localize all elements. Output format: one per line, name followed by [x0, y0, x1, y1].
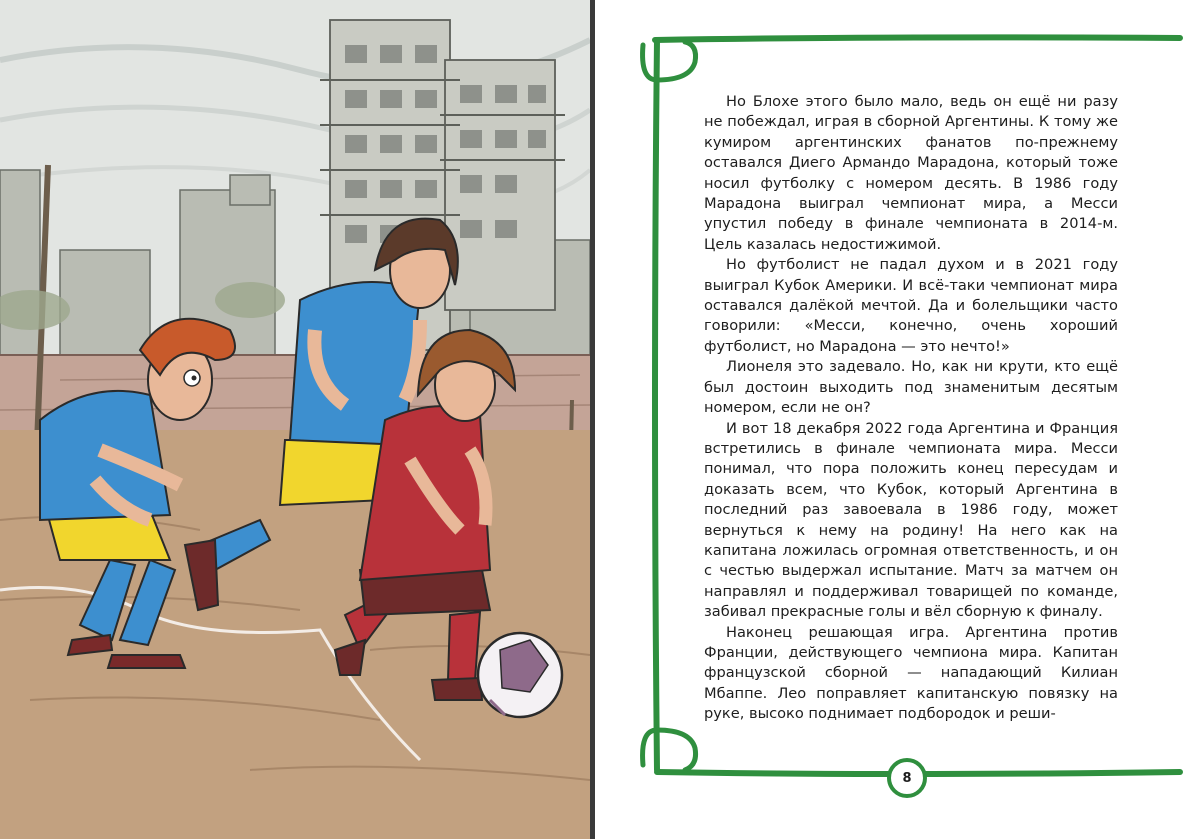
story-paragraph-3: Лионеля это задевало. Но, как ни крути, кто ещё был достоин выходить под знаменитым десятым номером, если не он?: [704, 358, 1118, 417]
story-paragraph-4: И вот 18 декабря 2022 года Аргентина и Франция встретились в финале чемпионата мира. Месси понимал, что пора положить конец пересудам и доказать всем, что Кубок, который Аргентина в последний раз завоевала в 1986 году, может вернуться к нему на родину! На него как на капитана ложилась огромная ответственность, и он с честью выдержал испытание. Матч за матчем он направлял и поддерживал товарищей по команде, забивал прекрасные голы и вёл сборную к финалу.: [704, 419, 1118, 621]
story-text: [704, 92, 1118, 725]
text-page: [595, 0, 1185, 839]
story-paragraph-5: Наконец решающая игра. Аргентина против Франции, действующего чемпиона мира. Капитан французской сборной — нападающий Килиан Мбаппе. Лео поправляет капитанскую повязку на руке, высоко поднимает подбородок и реши-: [704, 623, 1118, 723]
football-illustration: [0, 0, 590, 839]
story-paragraph-1: Но Блохе этого было мало, ведь он ещё ни разу не побеждал, играя в сборной Аргентины. К тому же кумиром аргентинских фанатов по-прежнему оставался Диего Армандо Марадона, который тоже носил футболку с номером десять. В 1986 году Марадона выиграл чемпионат мира, а Месси упустил победу в финале чемпионата в 2014-м. Цель казалась недостижимой.: [704, 93, 1118, 253]
story-paragraph-2: Но футболист не падал духом и в 2021 году выиграл Кубок Америки. И всё-таки чемпионат мира оставался далёкой мечтой. Да и болельщики часто говорили: «Месси, конечно, очень хороший футболист, но Марадона — это нечто!»: [704, 256, 1118, 355]
page-number: 8: [887, 758, 927, 798]
illustration-page: [0, 0, 590, 839]
football: [478, 633, 562, 717]
